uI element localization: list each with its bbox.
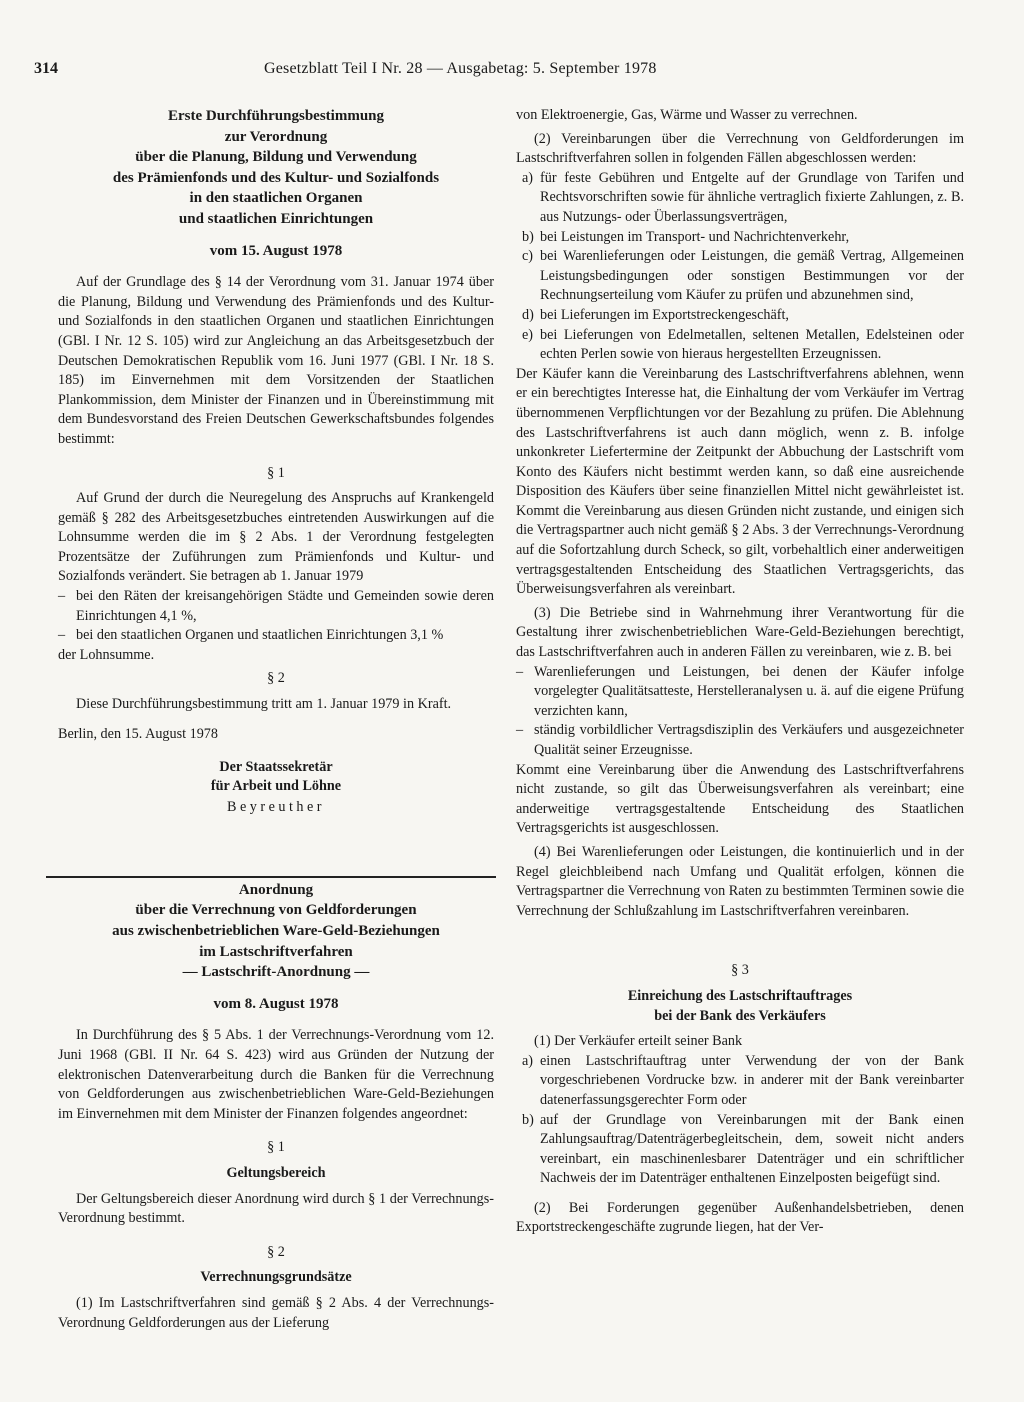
list-item	[516, 247, 964, 306]
list-item-text: bei Leistungen im Transport- und Nachrichtenverkehr,	[540, 228, 850, 245]
section-gap	[58, 818, 494, 880]
doc1-section-1-tail: der Lohnsumme.	[58, 646, 155, 663]
doc2-section-2-para-2: (2) Vereinbarungen über die Verrechnung von Geldforderungen im Lastschriftverfahren sollen in folgenden Fällen abgeschlossen werden:	[516, 130, 964, 167]
right-column	[516, 106, 964, 1238]
doc1-heading-line: zur Verordnung	[224, 128, 328, 145]
list-item: – ständig vorbildlicher Vertragsdisziplin des Verkäufers und ausgezeichneter Qualität seiner Erzeugnisse.	[516, 721, 964, 760]
list-item-text: für feste Gebühren und Entgelte auf der Grundlage von Tarifen und Rechtsvorschriften sowie für ähnliche vertraglich fixierte Zahlungen, z. B. aus Nutzungs- oder Überlassungsverträgen,	[540, 169, 964, 225]
doc2-heading-line: Anordnung	[238, 881, 314, 898]
doc2-section-1-text: Der Geltungsbereich dieser Anordnung wird durch § 1 der Verrechnungs-Verordnung bestimmt.	[58, 1190, 494, 1227]
doc1-heading-line: und staatlichen Einrichtungen	[178, 210, 374, 227]
list-item	[516, 326, 964, 365]
doc1-preamble: Auf der Grundlage des § 14 der Verordnung vom 31. Januar 1974 über die Planung, Bildung und Verwendung des Prämienfonds und des Kultur- und Sozialfonds in den staatlichen Organen und staatlichen Einrichtungen (GBl. I Nr. 12 S. 105) wird zur Angleichung an das Arbeitsgesetzbuch der Deutschen Demokratischen Republik vom 16. Juni 1977 (GBl. I Nr. 18 S. 185) im Einvernehmen mit dem Vorsitzenden der Staatlichen Plankommission, dem Minister der Finanzen und in Übereinstimmung mit dem Bundesvorstand des Freien Deutschen Gewerkschaftsbundes folgendes bestimmt:	[58, 274, 494, 447]
doc2-section-2: § 2	[267, 1243, 285, 1260]
list-item	[516, 169, 964, 228]
doc1-heading	[58, 106, 494, 230]
gazette-title: Gesetzblatt Teil I Nr. 28 — Ausgabetag: 5. September 1978	[264, 60, 657, 77]
list-item	[516, 228, 964, 248]
doc1-heading-line: des Prämienfonds und des Kultur- und Sozialfonds	[112, 169, 440, 186]
doc2-section-3-para-1: (1) Der Verkäufer erteilt seiner Bank	[534, 1033, 743, 1050]
section-divider	[46, 876, 496, 878]
doc2-section-2-title: Verrechnungsgrundsätze	[200, 1269, 352, 1286]
doc1-heading-line: Erste Durchführungsbestimmung	[168, 108, 384, 124]
doc2-heading-line: — Lastschrift-Anordnung —	[182, 964, 370, 981]
left-column	[58, 106, 494, 1333]
list-marker: a)	[522, 1052, 534, 1069]
doc2-section-1-title: Geltungsbereich	[226, 1164, 326, 1181]
page-number: 314	[34, 60, 58, 77]
signer-name: Beyreuther	[226, 799, 326, 816]
list-item	[516, 1111, 964, 1189]
list-item-text: bei Warenlieferungen oder Leistungen, die gemäß Vertrag, Allgemeinen Leistungsbedingungen oder sonstigen Bestimmungen vor der Rechnungserteilung vom Käufer zu prüfen und abzunehmen sind,	[540, 248, 964, 304]
list-item	[516, 306, 964, 326]
signature-title: Der Staatssekretär	[219, 759, 333, 776]
list-item: – Warenlieferungen und Leistungen, bei denen der Käufer infolge vorgelegter Qualitätsatteste, Herstelleranalysen u. ä. auf die eigene Prüfung verzichten kann,	[516, 663, 964, 722]
list-marker: b)	[522, 228, 534, 245]
list-marker: b)	[522, 1111, 534, 1128]
doc2-section-2-para-1: (1) Im Lastschriftverfahren sind gemäß § 2 Abs. 4 der Verrechnungs-Verordnung Geldforderungen aus der Lieferung	[58, 1294, 494, 1331]
doc1-signature-block	[58, 758, 494, 818]
doc2-examples-list	[516, 663, 964, 761]
doc1-rates-list	[58, 587, 494, 646]
doc2-section-2-para-4: (4) Bei Warenlieferungen oder Leistungen, die kontinuierlich und in der Regel gleichbleibend nach Umfang und Qualität erfolgen, können die Vertragspartner die Verrechnung von Raten zu bestimmten Terminen sowie die Verrechnung der Schlußzahlung im Lastschriftverfahren vereinbaren.	[516, 843, 964, 919]
doc1-section-2-text: Diese Durchführungsbestimmung tritt am 1. Januar 1979 in Kraft.	[76, 696, 452, 713]
page-header	[34, 60, 990, 84]
doc2-section-2-para-3: (3) Die Betriebe sind in Wahrnehmung ihrer Verantwortung für die Gestaltung ihrer zwischenbetrieblichen Ware-Geld-Beziehungen berechtigt, das Lastschriftverfahren auch in anderen Fällen zu vereinbaren, wie z. B. bei	[516, 604, 964, 661]
doc1-place-date: Berlin, den 15. August 1978	[58, 725, 218, 742]
doc2-section-3-title-line: bei der Bank des Verkäufers	[654, 1007, 826, 1024]
doc2-heading	[58, 880, 494, 983]
doc2-section-3: § 3	[731, 962, 749, 979]
list-item: – bei den Räten der kreisangehörigen Städte und Gemeinden sowie deren Einrichtungen 4,1 %,	[58, 587, 494, 626]
doc2-section-2-para-3-tail: Kommt eine Vereinbarung über die Anwendung des Lastschriftverfahrens nicht zustande, so gilt das Überweisungsverfahren als vereinbart; eine anderweitige vertragsgestaltende Entscheidung des Staatlichen Vertragsgerichts ist ausgeschlossen.	[516, 761, 964, 837]
doc2-heading-line: über die Verrechnung von Geldforderungen	[135, 902, 417, 919]
list-item-text: einen Lastschriftauftrag unter Verwendung der von der Bank vorgeschriebenen Vordrucke bzw. in anderer mit der Bank vereinbarter datenerfassungsgerechter Form oder	[540, 1052, 964, 1108]
doc1-section-2: § 2	[267, 670, 285, 687]
list-item-text: bei Lieferungen im Exportstreckengeschäft,	[540, 306, 789, 323]
doc1-heading-line: in den staatlichen Organen	[189, 190, 363, 207]
list-marker: e)	[522, 326, 534, 343]
doc2-section-2-para-1-cont: von Elektroenergie, Gas, Wärme und Wasser zu verrechnen.	[516, 107, 858, 123]
list-marker: d)	[522, 306, 534, 323]
doc2-orders-list	[516, 1052, 964, 1189]
doc2-cases-list	[516, 169, 964, 365]
list-marker: a)	[522, 169, 534, 186]
doc2-heading-line: aus zwischenbetrieblichen Ware-Geld-Beziehungen	[112, 923, 440, 939]
doc1-section-1-text: Auf Grund der durch die Neuregelung des Anspruchs auf Krankengeld gemäß § 282 des Arbeitsgesetzbuches eintretenden Auswirkungen auf die Lohnsumme werden die im § 2 Abs. 1 der Verordnung festgelegten Prozentsätze der Zuführungen zum Prämienfonds und Kultur- und Sozialfonds verändert. Sie betragen ab 1. Januar 1979	[58, 490, 494, 585]
list-item: – bei den staatlichen Organen und staatlichen Einrichtungen 3,1 %	[58, 626, 494, 646]
doc1-heading-line: über die Planung, Bildung und Verwendung	[135, 149, 417, 166]
doc2-section-1: § 1	[267, 1139, 285, 1156]
list-item-text: auf der Grundlage von Vereinbarungen mit der Bank einen Zahlungsauftrag/Datenträgerbegleitschein, dem, soweit nicht anders vereinbart, ein maschinenlesbarer Datenträger und ein schriftlicher Nachweis der im Datenträger enthaltenen Einzelposten beigefügt sind.	[540, 1111, 964, 1187]
doc2-section-3-title-line: Einreichung des Lastschriftauftrages	[627, 987, 853, 1004]
doc2-preamble: In Durchführung des § 5 Abs. 1 der Verrechnungs-Verordnung vom 12. Juni 1968 (GBl. II Nr. 64 S. 423) wird aus Gründen der Nutzung der elektronischen Datenverarbeitung durch die Banken für die Verrechnung von Geldforderungen aus zwischenbetrieblichen Ware-Geld-Beziehungen im Einvernehmen mit dem Minister der Finanzen folgendes angeordnet:	[58, 1027, 494, 1122]
list-item	[516, 1052, 964, 1111]
doc2-section-3-para-2: (2) Bei Forderungen gegenüber Außenhandelsbetrieben, denen Exportstreckengeschäfte zugrunde liegen, hat der Ver-	[516, 1199, 964, 1236]
list-marker: c)	[522, 248, 534, 265]
doc1-date: vom 15. August 1978	[209, 242, 343, 259]
list-item-text: bei Lieferungen von Edelmetallen, seltenen Metallen, Edelsteinen oder echten Perlen sowie von hieraus hergestellten Erzeugnissen.	[540, 326, 964, 363]
doc2-section-2-para-2-tail: Der Käufer kann die Vereinbarung des Lastschriftverfahrens ablehnen, wenn er ein berechtigtes Interesse hat, die Einhaltung der vom Verkäufer im Vertrag übernommenen Verpflichtungen vor der Bezahlung zu prüfen. Die Ablehnung des Lastschriftverfahrens ist auch dann möglich, wenn z. B. infolge unkonkreter Liefertermine der Zeitpunkt der Abbuchung der Lastschrift vom Konto des Käufers nicht bestimmt werden kann, so daß eine ausreichende Disposition des Käufers über seine finanziellen Mittel nicht gewährleistet ist. Kommt die Vereinbarung aus diesen Gründen nicht zustande, und einigen sich die Vertragspartner auch nicht gemäß § 2 Abs. 3 der Verrechnungs-Verordnung auf die Sofortzahlung durch Scheck, so gilt, vorbehaltlich einer anderweitigen vertragsgestaltenden Entscheidung des Staatlichen Vertragsgerichts, das Überweisungsverfahren als vereinbart.	[516, 365, 964, 598]
doc1-section-1: § 1	[267, 464, 285, 481]
doc2-heading-line: im Lastschriftverfahren	[199, 943, 353, 960]
doc2-date: vom 8. August 1978	[213, 995, 339, 1012]
signature-title: für Arbeit und Löhne	[210, 778, 342, 795]
